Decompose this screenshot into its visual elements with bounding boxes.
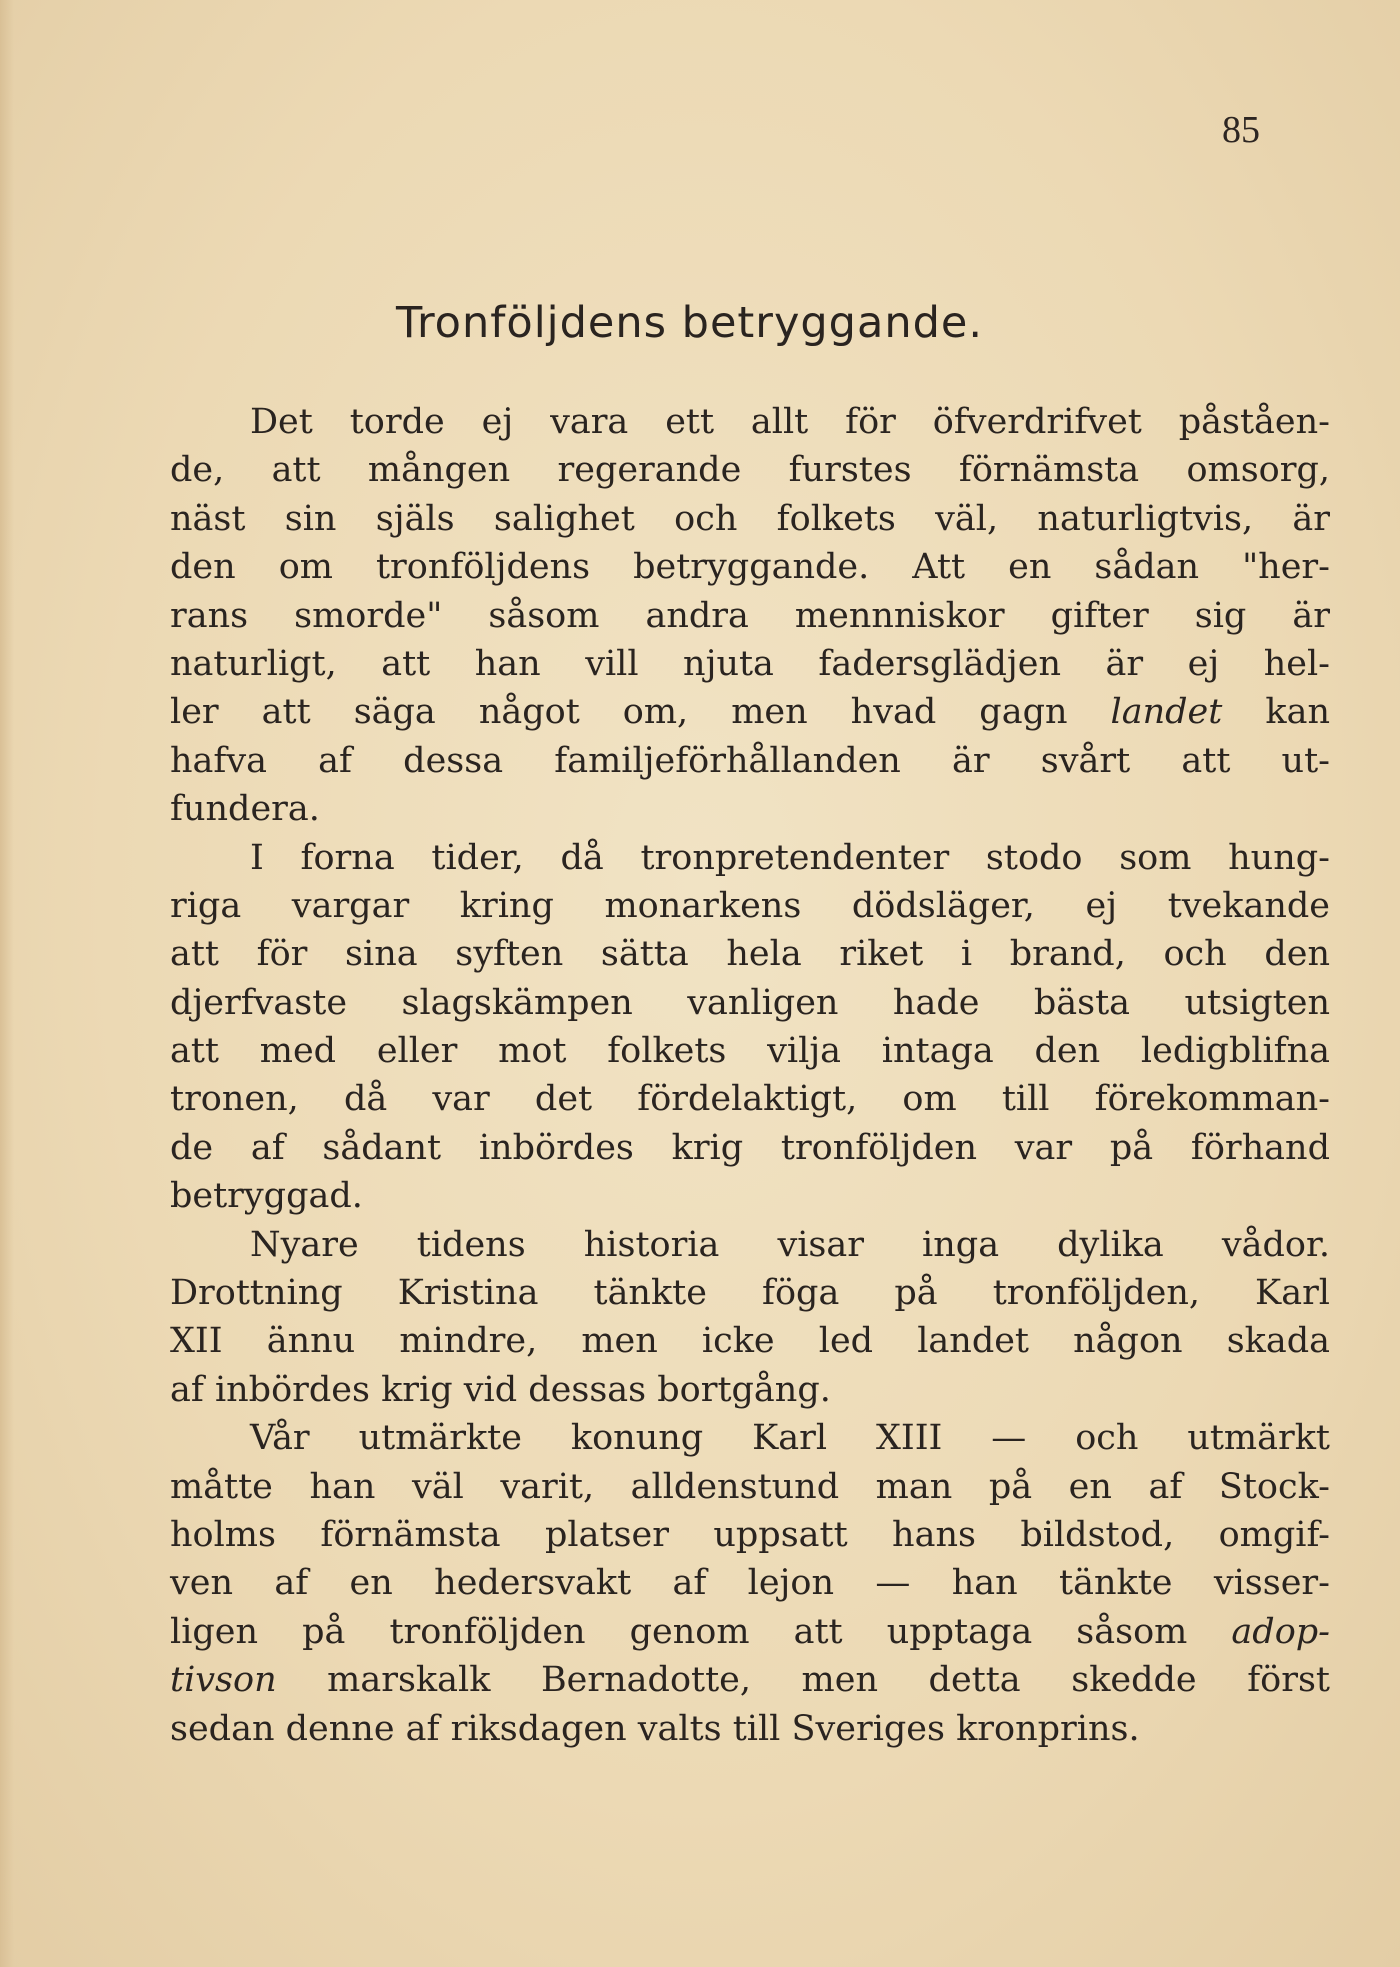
text-line [170, 1608, 1330, 1656]
text-line: betryggad. [170, 1176, 363, 1217]
text-line: måtte han väl varit, alldenstund man på en af Stock- [170, 1466, 1330, 1507]
italic-word: landet [1110, 692, 1223, 733]
italic-word: tivson [170, 1660, 277, 1701]
text-run: kan [1222, 692, 1330, 733]
body-text [170, 398, 1330, 1753]
text-line: af inbördes krig vid dessas bortgång. [170, 1369, 831, 1410]
paragraph [170, 398, 1330, 834]
text-line: riga vargar kring monarkens dödsläger, ej tvekande [170, 885, 1330, 926]
text-line: att med eller mot folkets vilja intaga den ledigblifna [170, 1031, 1330, 1072]
text-line: Nyare tidens historia visar inga dylika vådor. [250, 1224, 1330, 1265]
text-line: de af sådant inbördes krig tronföljden var på förhand [170, 1127, 1330, 1168]
text-line: Vår utmärkte konung Karl XIII — och utmärkt [250, 1418, 1330, 1459]
paragraph [170, 1414, 1330, 1753]
text-line: näst sin själs salighet och folkets väl, naturligtvis, är [170, 498, 1330, 539]
text-line: holms förnämsta platser uppsatt hans bildstod, omgif- [170, 1514, 1330, 1555]
paragraph [170, 834, 1330, 1221]
text-line: Det torde ej vara ett allt för öfverdrifvet påståen- [250, 402, 1330, 442]
text-line: ven af en hedersvakt af lejon — han tänkte visser- [170, 1563, 1330, 1604]
text-line: XII ännu mindre, men icke led landet någon skada [170, 1321, 1330, 1362]
text-run: ler att säga något om, men hvad gagn [170, 692, 1111, 733]
text-line: de, att mången regerande furstes förnämsta omsorg, [170, 450, 1330, 491]
text-line: rans smorde" såsom andra mennniskor gifter sig är [170, 595, 1330, 636]
page-edge-shadow [0, 0, 14, 1967]
text-line: djerfvaste slagskämpen vanligen hade bästa utsigten [170, 982, 1330, 1023]
text-line: I forna tider, då tronpretendenter stodo som hung- [250, 837, 1330, 878]
text-line: naturligt, att han vill njuta fadersglädjen är ej hel- [170, 643, 1330, 684]
text-line: sedan denne af riksdagen valts till Sveriges kronprins. [170, 1708, 1140, 1749]
text-run: marskalk Bernadotte, men detta skedde först [276, 1660, 1330, 1701]
text-line: hafva af dessa familjeförhållanden är svårt att ut- [170, 740, 1330, 781]
text-line [170, 1656, 1330, 1704]
text-line: att för sina syften sätta hela riket i brand, och den [170, 934, 1330, 975]
text-line: tronen, då var det fördelaktigt, om till förekomman- [170, 1079, 1330, 1120]
text-line [170, 688, 1330, 736]
text-line: den om tronföljdens betryggande. Att en sådan "her- [170, 547, 1330, 588]
text-run: ligen på tronföljden genom att upptaga såsom [170, 1611, 1232, 1652]
text-line: fundera. [170, 789, 320, 830]
italic-word: adop- [1231, 1611, 1330, 1652]
paragraph [170, 1221, 1330, 1415]
text-line: Drottning Kristina tänkte föga på tronföljden, Karl [170, 1273, 1330, 1314]
page-number: 85 [1222, 109, 1260, 151]
chapter-heading: Tronföljdens betryggande. [396, 298, 984, 348]
